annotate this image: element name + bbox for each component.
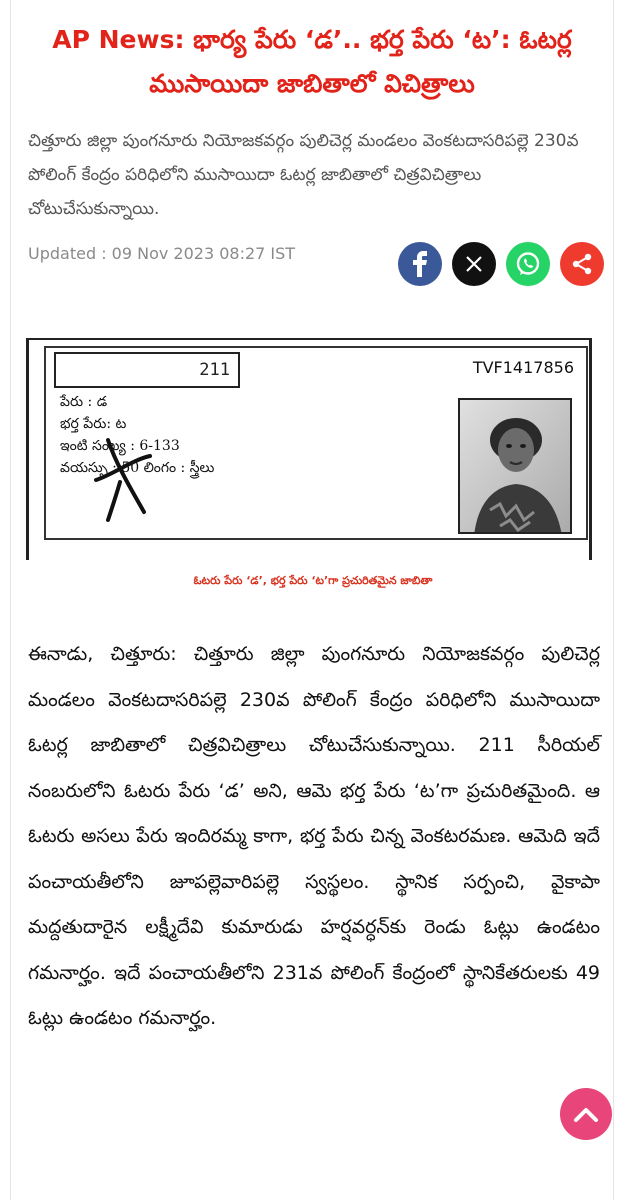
house-number-line: ఇంటి సంఖ్య : 6-133 bbox=[60, 438, 180, 454]
page-edge bbox=[613, 0, 614, 1200]
article-body: ఈనాడు, చిత్తూరు: చిత్తూరు జిల్లా పుంగనూరు నియోజకవర్గం పులిచెర్ల మండలం వెంకటదాసరిపల్లె 230వ పోలింగ్‌ కేంద్రం పరిధిలోని ముసాయిదా ఓటర్ల జాబితాలో చిత్రవిచిత్రాలు చోటుచేసుకున్నాయి. 211 సీరియల్‌ నంబరులోని ఓటరు పేరు ‘డ’ అని, ఆమె భర్త పేరు ‘ట’గా ప్రచురితమైంది. ఆ ఓటరు అసలు పేరు ఇందిరమ్మ కాగా, భర్త పేరు చిన్న వెంకటరమణ. ఆమెది ఇదే పంచాయతీలోని జూపల్లెవారిపల్లె స్వస్థలం. స్థానిక సర్పంచి, వైకాపా మద్దతుదారైన లక్ష్మీదేవి కుమారుడు హర్షవర్ధన్‌కు రెండు ఓట్లు ఉండటం గమనార్హం. ఇదే పంచాయతీలోని 231వ పోలింగ్‌ కేంద్రంలో స్థానికేతరులకు 49 ఓట్లు ఉండటం గమనార్హం. bbox=[28, 643, 600, 1029]
article-headline: AP News: భార్య పేరు ‘డ’.. భర్త పేరు ‘ట’: ఓటర్ల ముసాయిదా జాబితాలో విచిత్రాలు bbox=[52, 25, 572, 98]
voter-card bbox=[44, 346, 588, 540]
article-summary: చిత్తూరు జిల్లా పుంగనూరు నియోజకవర్గం పులిచెర్ల మండలం వెంకటదాసరిపల్లె 230వ పోలింగ్‌ కేంద్రం పరిధిలోని ముసాయిదా ఓటర్ల జాబితాలో చిత్రవిచిత్రాలు చోటుచేసుకున్నాయి. bbox=[28, 131, 579, 219]
husband-name-line: భర్త పేరు: ట bbox=[60, 416, 127, 432]
facebook-share-button[interactable] bbox=[398, 242, 442, 286]
cross-mark bbox=[86, 434, 156, 524]
x-share-button[interactable] bbox=[452, 242, 496, 286]
age-gender-line: వయస్సు : 50 లింగం : స్త్రీలు bbox=[60, 460, 215, 476]
portrait-image bbox=[460, 400, 572, 534]
share-button[interactable] bbox=[560, 242, 604, 286]
share-icon bbox=[570, 252, 594, 276]
share-bar bbox=[398, 242, 604, 286]
page-edge bbox=[10, 0, 11, 1200]
x-icon bbox=[466, 256, 482, 272]
voter-name-line: పేరు : డ bbox=[60, 394, 108, 410]
updated-timestamp: Updated : 09 Nov 2023 08:27 IST bbox=[28, 244, 296, 263]
voter-photo bbox=[458, 398, 572, 534]
article-image bbox=[26, 330, 600, 592]
whatsapp-icon bbox=[514, 250, 542, 278]
image-caption: ఓటరు పేరు ‘డ’, భర్త పేరు ‘ట’గా ప్రచురితమైన జాబితా bbox=[193, 574, 433, 587]
voter-id: TVF1417856 bbox=[472, 358, 574, 377]
facebook-icon bbox=[411, 251, 429, 277]
back-to-top-button[interactable] bbox=[560, 1088, 612, 1140]
serial-number: 211 bbox=[54, 352, 240, 388]
chevron-up-icon bbox=[573, 1105, 599, 1123]
whatsapp-share-button[interactable] bbox=[506, 242, 550, 286]
